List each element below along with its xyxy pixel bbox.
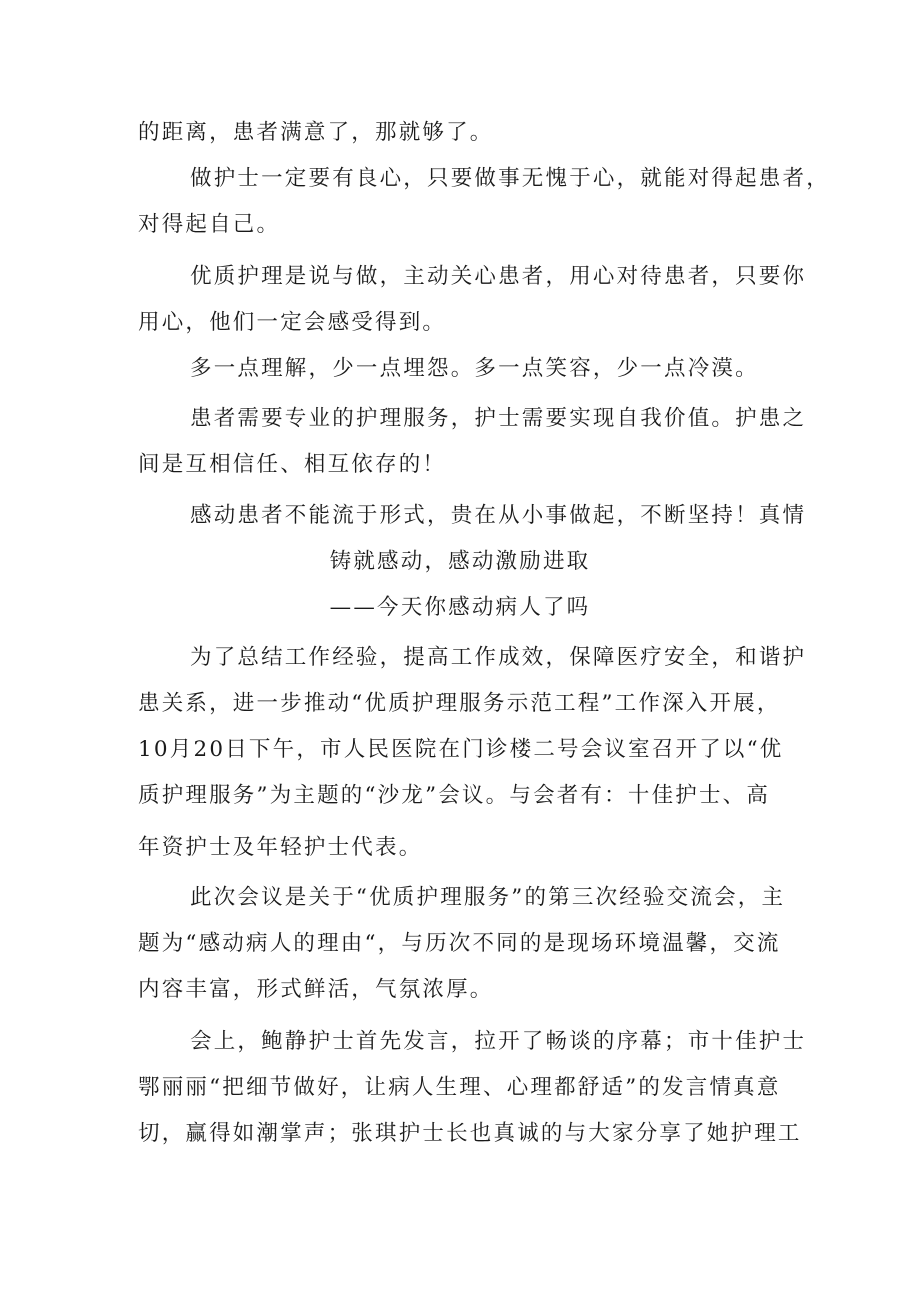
paragraph-line: 为了总结工作经验，提高工作成效，保障医疗安全，和谐护 <box>190 645 807 670</box>
paragraph-line: 优质护理是说与做，主动关心患者，用心对待患者，只要你 <box>190 264 807 289</box>
paragraph-line: 间是互相信任、相互依存的！ <box>138 452 447 477</box>
paragraph-line: 此次会议是关于“优质护理服务”的第三次经验交流会，主 <box>190 885 786 910</box>
paragraph-line: 鄂丽丽“把细节做好，让病人生理、心理都舒适”的发言情真意 <box>138 1075 781 1100</box>
paragraph-line: 10月20日下午，市人民医院在门诊楼二号会议室召开了以“优 <box>138 737 784 762</box>
paragraph-line: 多一点理解，少一点埋怨。多一点笑容，少一点冷漠。 <box>190 356 759 381</box>
article-subtitle: ——今天你感动病人了吗 <box>329 595 591 620</box>
paragraph-line: 内容丰富，形式鲜活，气氛浓厚。 <box>138 977 494 1002</box>
article-title: 铸就感动，感动激励进取 <box>329 549 591 574</box>
paragraph-line: 患关系，进一步推动“优质护理服务示范工程”工作深入开展， <box>138 691 781 716</box>
paragraph-line: 用心，他们一定会感受得到。 <box>138 310 447 335</box>
paragraph-line: 切，赢得如潮掌声；张琪护士长也真诚的与大家分享了她护理工 <box>138 1121 802 1146</box>
paragraph-line: 患者需要专业的护理服务，护士需要实现自我价值。护患之 <box>190 406 807 431</box>
paragraph-line: 的距离，患者满意了，那就够了。 <box>138 120 494 145</box>
paragraph-line: 对得起自己。 <box>138 212 281 237</box>
paragraph-line: 感动患者不能流于形式，贵在从小事做起，不断坚持！真情 <box>190 503 807 528</box>
paragraph-line: 会上，鲍静护士首先发言，拉开了畅谈的序幕；市十佳护士 <box>190 1029 807 1054</box>
paragraph-line: 题为“感动病人的理由“，与历次不同的是现场环境温馨，交流 <box>138 931 781 956</box>
paragraph-line: 做护士一定要有良心，只要做事无愧于心，就能对得起患者， <box>190 166 830 191</box>
paragraph-line: 质护理服务”为主题的“沙龙”会议。与会者有：十佳护士、高 <box>138 783 771 808</box>
paragraph-line: 年资护士及年轻护士代表。 <box>138 835 423 860</box>
